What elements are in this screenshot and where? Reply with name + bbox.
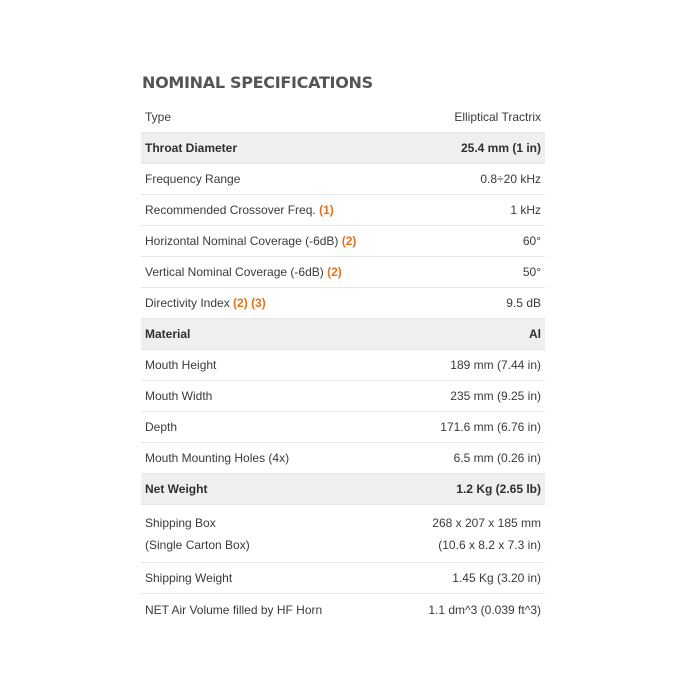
spec-label-wrap: [145, 265, 342, 279]
spec-label: Mouth Width: [145, 389, 213, 403]
spec-row-mouth-width: [141, 381, 545, 412]
spec-value: 171.6 mm (6.76 in): [440, 420, 541, 434]
spec-label: Frequency Range: [145, 172, 241, 186]
spec-row-mounting-holes: [141, 443, 545, 474]
spec-row-material: [141, 319, 545, 350]
spec-row-air-volume: [141, 594, 545, 625]
spec-row-mouth-height: [141, 350, 545, 381]
spec-label-wrap: [145, 203, 334, 217]
spec-value: 25.4 mm (1 in): [460, 141, 541, 155]
page-title: NOMINAL SPECIFICATIONS: [142, 73, 373, 92]
spec-row-frequency-range: [141, 164, 545, 195]
spec-label: Type: [145, 110, 172, 124]
footnote-ref: (2): [341, 234, 357, 248]
footnote-ref: (2): [327, 265, 342, 279]
spec-label: Mouth Mounting Holes (4x): [145, 451, 290, 465]
spec-label: Horizontal Nominal Coverage (-6dB): [145, 234, 339, 248]
spec-row-throat-diameter: [141, 133, 545, 164]
spec-value: 1.45 Kg (3.20 in): [452, 571, 541, 585]
spec-row-vertical-coverage: [141, 257, 545, 288]
spec-value: 189 mm (7.44 in): [450, 358, 541, 372]
spec-value-col: [432, 505, 541, 562]
spec-value: 50°: [522, 265, 541, 279]
spec-value: 235 mm (9.25 in): [450, 389, 541, 403]
spec-value: 1.2 Kg (2.65 lb): [456, 482, 541, 496]
spec-value: Elliptical Tractrix: [454, 110, 541, 124]
spec-value: 1.1 dm^3 (0.039 ft^3): [428, 602, 541, 617]
spec-label: Shipping Weight: [145, 571, 233, 585]
footnote-ref: (1): [319, 203, 334, 217]
spec-value: 9.5 dB: [506, 296, 541, 310]
spec-row-directivity-index: [141, 288, 545, 319]
spec-label: Depth: [145, 420, 178, 434]
spec-row-depth: [141, 412, 545, 443]
spec-value-secondary: (10.6 x 8.2 x 7.3 in): [438, 537, 541, 552]
spec-label: Recommended Crossover Freq.: [145, 203, 316, 217]
spec-value: Al: [529, 327, 541, 341]
spec-label: Net Weight: [145, 482, 208, 496]
spec-row-shipping-weight: [141, 563, 545, 594]
spec-value: 0.8÷20 kHz: [480, 172, 541, 186]
spec-row-net-weight: [141, 474, 545, 505]
footnote-ref: (3): [251, 296, 266, 310]
spec-value: 268 x 207 x 185 mm: [432, 515, 541, 530]
spec-label-wrap: [145, 234, 356, 248]
spec-label: Material: [145, 327, 191, 341]
spec-label-wrap: [145, 296, 266, 310]
spec-label: NET Air Volume filled by HF Horn: [145, 602, 323, 617]
spec-label-secondary: (Single Carton Box): [145, 537, 250, 552]
spec-label: Directivity Index: [145, 296, 230, 310]
spec-value: 1 kHz: [510, 203, 541, 217]
spec-label: Mouth Height: [145, 358, 217, 372]
spec-row-type: [141, 102, 545, 133]
spec-row-horizontal-coverage: [141, 226, 545, 257]
spec-table: [141, 102, 545, 625]
spec-row-crossover-freq: [141, 195, 545, 226]
footnote-ref: (2): [233, 296, 248, 310]
spec-value: 6.5 mm (0.26 in): [453, 451, 541, 465]
spec-label: Throat Diameter: [145, 141, 238, 155]
spec-label: Shipping Box: [145, 515, 216, 530]
spec-value: 60°: [522, 234, 541, 248]
spec-row-shipping-box: [141, 505, 545, 563]
spec-label-col: [145, 505, 250, 562]
spec-label: Vertical Nominal Coverage (-6dB): [145, 265, 324, 279]
